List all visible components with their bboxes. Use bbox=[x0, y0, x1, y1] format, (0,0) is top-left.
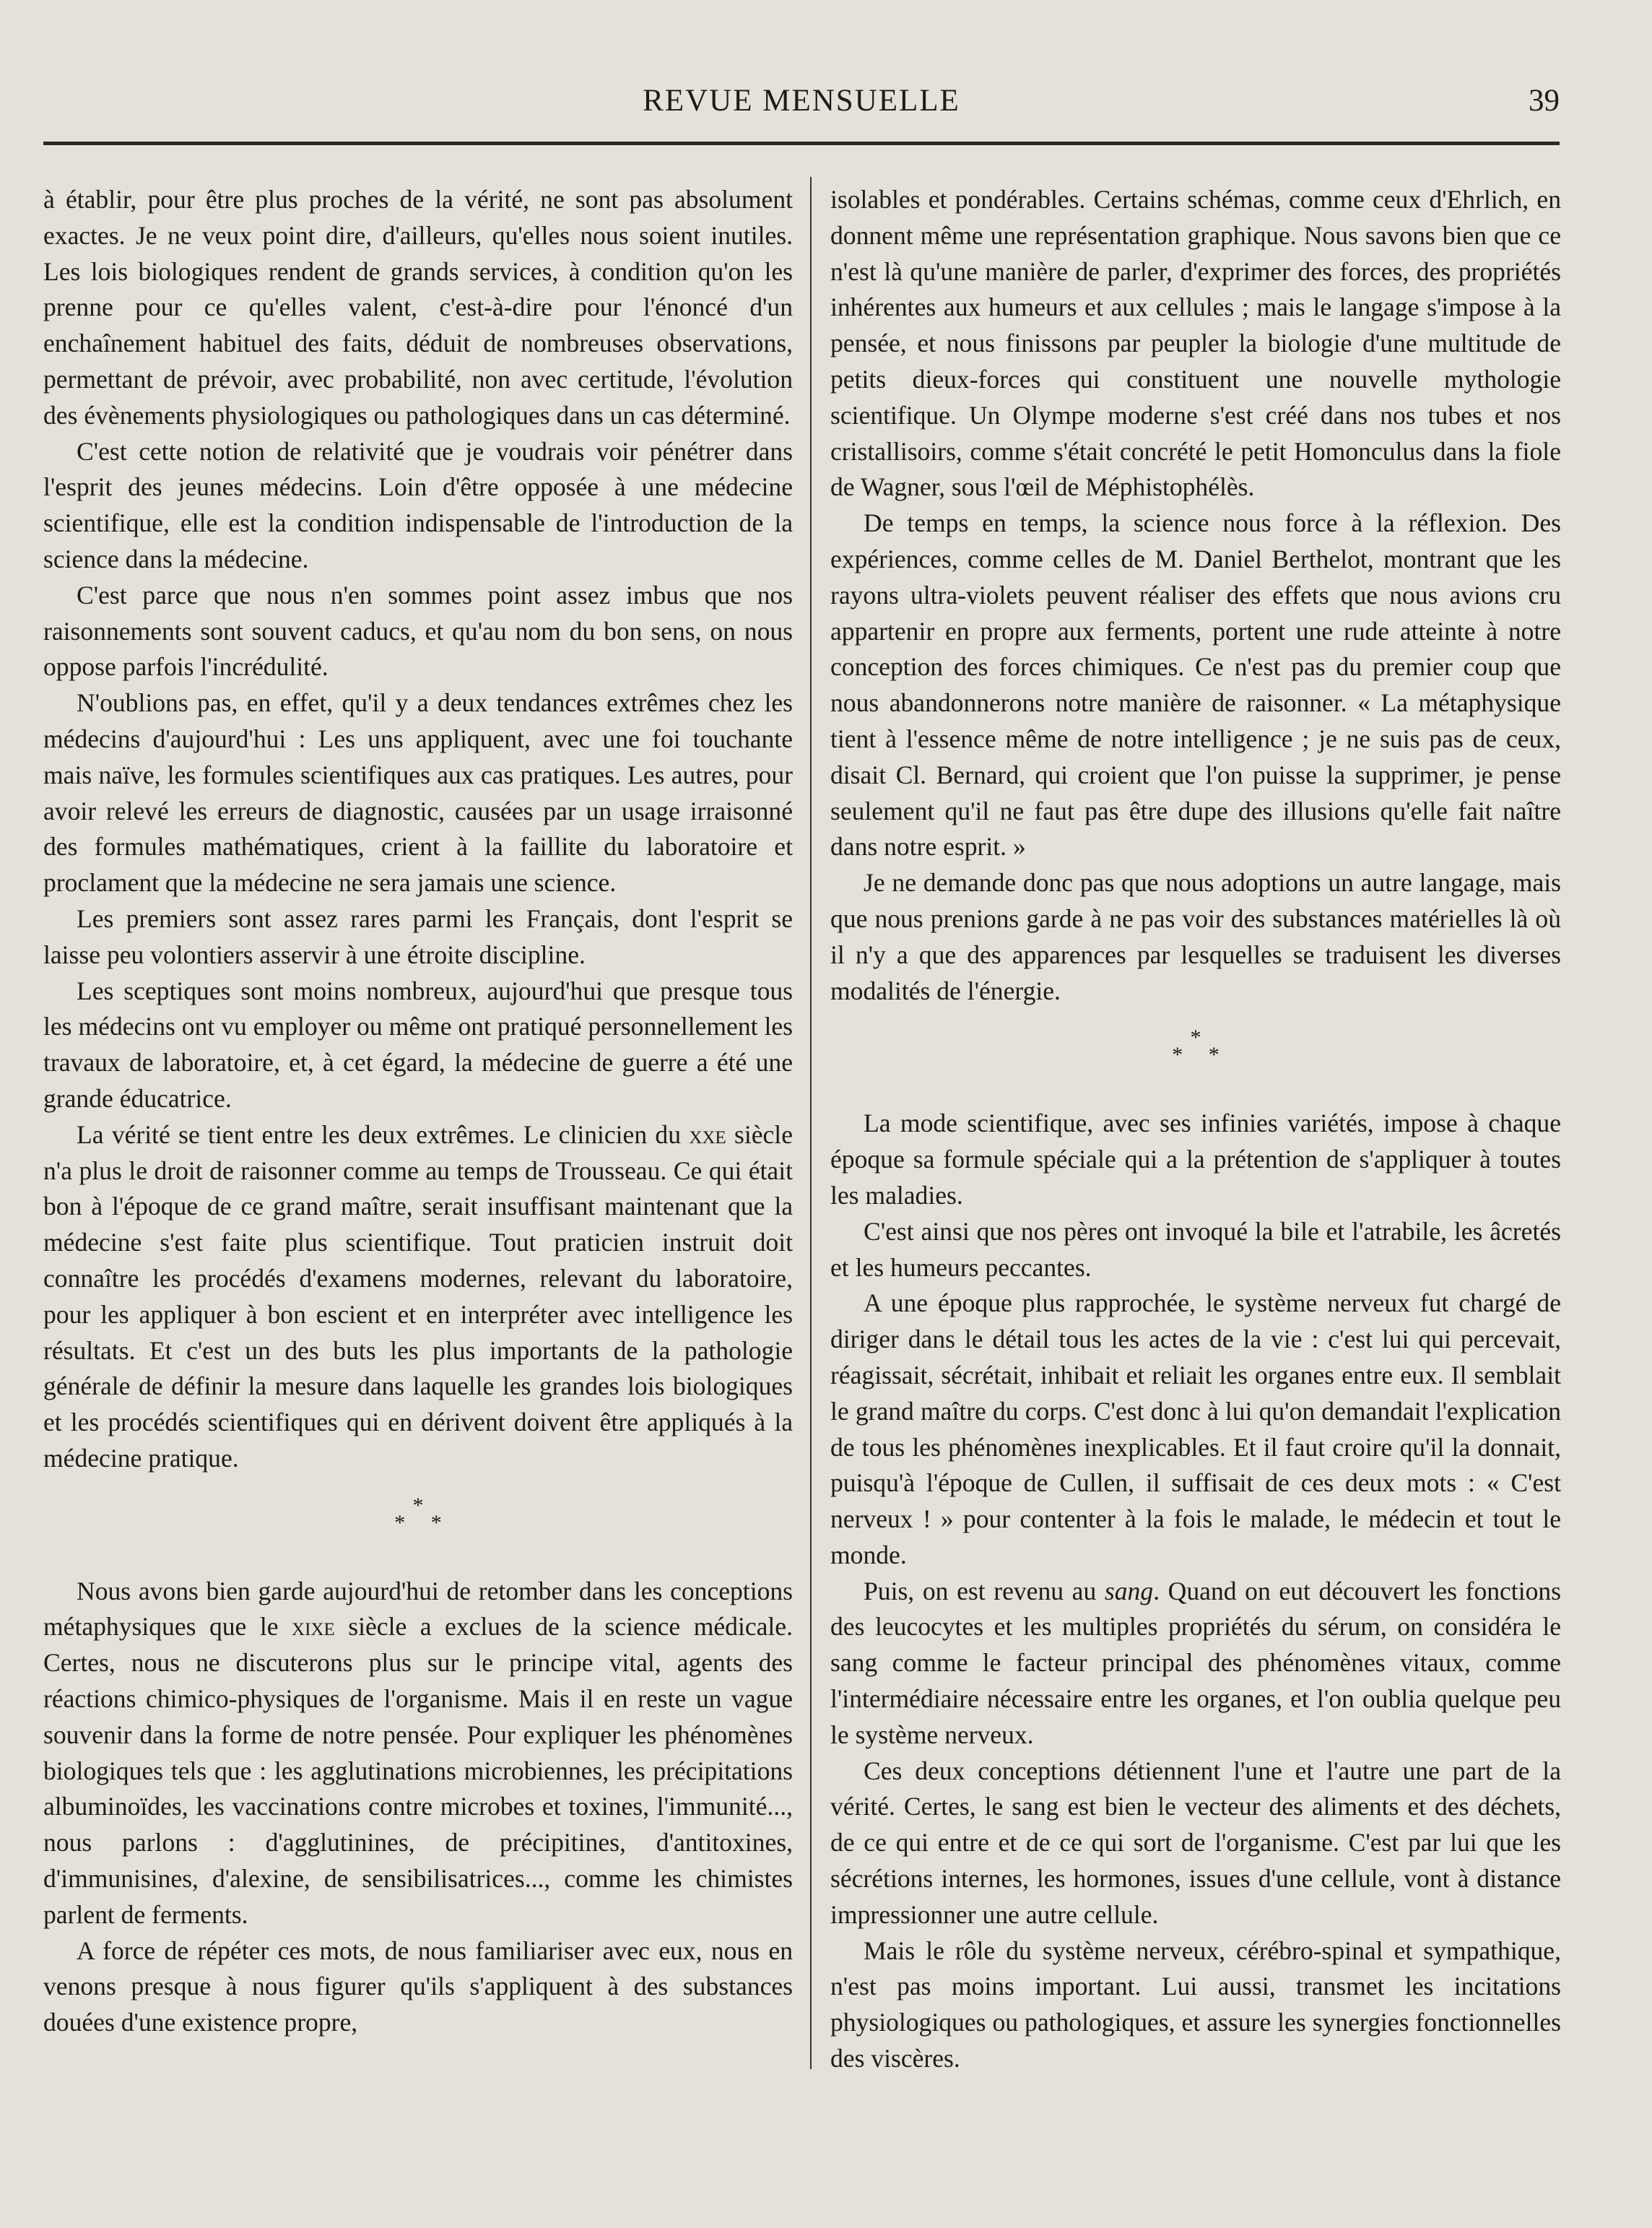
text-run: siècle n'a plus le droit de raisonner comme au temps de Trousseau. Ce qui était bon à l'époque de ce grand maître, serait insuffisant maintenant que la médecine s'est faite plus scientifique. Tout praticien instruit doit connaître les procédés d'examens modernes, relevant du laboratoire, pour les appliquer à bon escient et en interpréter avec intelligence les résultats. Et c'est un des buts les plus importants de la pathologie générale de définir la mesure dans laquelle les grandes lois biologiques et les procédés scientifiques qui en dérivent doivent être appliqués à la médecine pratique. bbox=[43, 1119, 793, 1473]
century-numeral: xixe bbox=[292, 1612, 335, 1642]
paragraph bbox=[830, 1574, 1561, 1754]
asterism-top: * bbox=[412, 1493, 424, 1517]
right-column bbox=[830, 182, 1561, 2077]
paragraph bbox=[43, 1574, 793, 1933]
paragraph: C'est cette notion de relativité que je voudrais voir pénétrer dans l'esprit des jeunes médecins. Loin d'être opposée à une médecine scientifique, elle est la condition indispensable de l'introduction de la science dans la médecine. bbox=[43, 436, 793, 573]
text-run: Puis, on est revenu au bbox=[864, 1576, 1105, 1605]
paragraph: La mode scientifique, avec ses infinies variétés, impose à chaque époque sa formule spéciale qui a la prétention de s'appliquer à toutes les maladies. bbox=[830, 1109, 1561, 1210]
paragraph: N'oublions pas, en effet, qu'il y a deux tendances extrêmes chez les médecins d'aujourd'hui : Les uns appliquent, avec une foi touchante mais naïve, les formules scientifiques aux cas pratiques. Les autres, pour avoir relevé les erreurs de diagnostic, causées par un usage irraisonné des formules mathématiques, crient à la faillite du laboratoire et proclament que la médecine ne sera jamais une science. bbox=[43, 688, 793, 898]
section-break-asterism bbox=[43, 1493, 793, 1535]
header-rule bbox=[43, 142, 1560, 145]
paragraph: Ces deux conceptions détiennent l'une et l'autre une part de la vérité. Certes, le sang est bien le vecteur des aliments et des déchets, de ce qui entre et de ce qui sort de l'organisme. C'est par lui que les sécrétions internes, les hormones, issues d'une cellule, vont à distance impressionner une autre cellule. bbox=[830, 1756, 1561, 1929]
column-divider bbox=[810, 177, 812, 2069]
paragraph bbox=[43, 1117, 793, 1477]
running-title: REVUE MENSUELLE bbox=[643, 84, 960, 118]
paragraph: C'est parce que nous n'en sommes point assez imbus que nos raisonnements sont souvent caducs, et qu'au nom du bon sens, on nous oppose parfois l'incrédulité. bbox=[43, 580, 793, 682]
text-run: siècle a exclues de la science médicale. Certes, nous ne discuterons plus sur le principe vital, agents des réactions chimico-physiques de l'organisme. Mais il en reste un vague souvenir dans la forme de notre pensée. Pour expliquer les phénomènes biologiques tels que : les agglutinations microbiennes, les précipitations albuminoïdes, les vaccinations contre microbes et toxines, l'immunité..., nous parlons : d'agglutinines, de précipitines, d'antitoxines, d'immunisines, d'alexine, de sensibilisatrices..., comme les chimistes parlent de ferments. bbox=[43, 1612, 793, 1929]
paragraph: isolables et pondérables. Certains schémas, comme ceux d'Ehrlich, en donnent même une représentation graphique. Nous savons bien que ce n'est là qu'une manière de parler, d'exprimer des forces, des propriétés inhérentes aux humeurs et aux cellules ; mais le langage s'impose à la pensée, et nous finissons par peupler la biologie d'une multitude de petits dieux-forces qui constituent une nouvelle mythologie scientifique. Un Olympe moderne s'est créé dans nos tubes et nos cristallisoirs, comme s'était concrété le petit Homonculus dans la fiole de Wagner, sous l'œil de Méphistophélès. bbox=[830, 185, 1561, 502]
page-number: 39 bbox=[1529, 84, 1560, 118]
paragraph: Les premiers sont assez rares parmi les Français, dont l'esprit se laisse peu volontiers asservir à une étroite discipline. bbox=[43, 903, 793, 969]
asterism-bottom: * * bbox=[394, 1510, 452, 1535]
text-run: . Quand on eut découvert les fonctions des leucocytes et les multiples propriétés du sérum, on considéra le sang comme le facteur principal des phénomènes vitaux, comme l'intermédiaire nécessaire entre les organes, et l'on oublia quelque peu le système nerveux. bbox=[830, 1576, 1562, 1749]
paragraph: à établir, pour être plus proches de la vérité, ne sont pas absolument exactes. Je ne veux point dire, d'ailleurs, qu'elles nous soient inutiles. Les lois biologiques rendent de grands services, à condition qu'on les prenne pour ce qu'elles valent, c'est-à-dire pour l'énoncé d'un enchaînement habituel des faits, déduit de nombreuses observations, permettant de prévoir, avec probabilité, non avec certitude, l'évolution des évènements physiologiques ou pathologiques dans un cas déterminé. bbox=[43, 185, 793, 430]
text-run: La vérité se tient entre les deux extrêmes. Le clinicien du bbox=[77, 1119, 690, 1149]
paragraph: A force de répéter ces mots, de nous familiariser avec eux, nous en venons presque à nous figurer qu'ils s'appliquent à des substances douées d'une existence propre, bbox=[43, 1936, 793, 2037]
left-column bbox=[43, 182, 793, 2041]
paragraph: C'est ainsi que nos pères ont invoqué la bile et l'atrabile, les âcretés et les humeurs peccantes. bbox=[830, 1216, 1561, 1282]
asterism-bottom: * * bbox=[1172, 1043, 1230, 1067]
paragraph: A une époque plus rapprochée, le système nerveux fut chargé de diriger dans le détail tous les actes de la vie : c'est lui qui percevait, réagissait, sécrétait, inhibait et reliait les organes entre eux. Il semblait le grand maître du corps. C'est donc à lui qu'on demandait l'explication de tous les phénomènes inexplicables. Et il faut croire qu'il la donnait, puisqu'à l'époque de Cullen, il suffisait de ces deux mots : « C'est nerveux ! » pour contenter à la fois le malade, le médecin et tout le monde. bbox=[830, 1288, 1561, 1569]
paragraph: Mais le rôle du système nerveux, cérébro-spinal et sympathique, n'est pas moins important. Lui aussi, transmet les incitations physiologiques ou pathologiques, et assure les synergies fonctionnelles des viscères. bbox=[830, 1936, 1561, 2073]
page-header bbox=[43, 79, 1560, 123]
text-run: Nous avons bien garde aujourd'hui de retomber dans les conceptions métaphysiques que le bbox=[43, 1576, 793, 1642]
emphasis: sang bbox=[1104, 1576, 1154, 1605]
paragraph: Les sceptiques sont moins nombreux, aujourd'hui que presque tous les médecins ont vu employer ou même ont pratiqué personnellement les travaux de laboratoire, et, à cet égard, la médecine de guerre a été une grande éducatrice. bbox=[43, 976, 793, 1113]
century-numeral: xxe bbox=[689, 1119, 726, 1149]
paragraph: Je ne demande donc pas que nous adoptions un autre langage, mais que nous prenions garde à ne pas voir des substances matérielles là où il n'y a que des apparences par lesquelles se traduisent les diverses modalités de l'énergie. bbox=[830, 868, 1561, 1005]
section-break-asterism bbox=[830, 1026, 1561, 1067]
asterism-top: * bbox=[1190, 1026, 1201, 1050]
paragraph: De temps en temps, la science nous force à la réflexion. Des expériences, comme celles de M. Daniel Berthelot, montrant que les rayons ultra-violets peuvent réaliser des effets que nous avions cru appartenir en propre aux ferments, portent une rude atteinte à notre conception des forces chimiques. Ce n'est pas du premier coup que nous abandonnerons notre manière de raisonner. « La métaphysique tient à l'essence même de notre intelligence ; je ne suis pas de ceux, disait Cl. Bernard, qui croient que l'on puisse la supprimer, je pense seulement qu'il ne faut pas être dupe des illusions qu'elle fait naître dans notre esprit. » bbox=[830, 508, 1561, 862]
